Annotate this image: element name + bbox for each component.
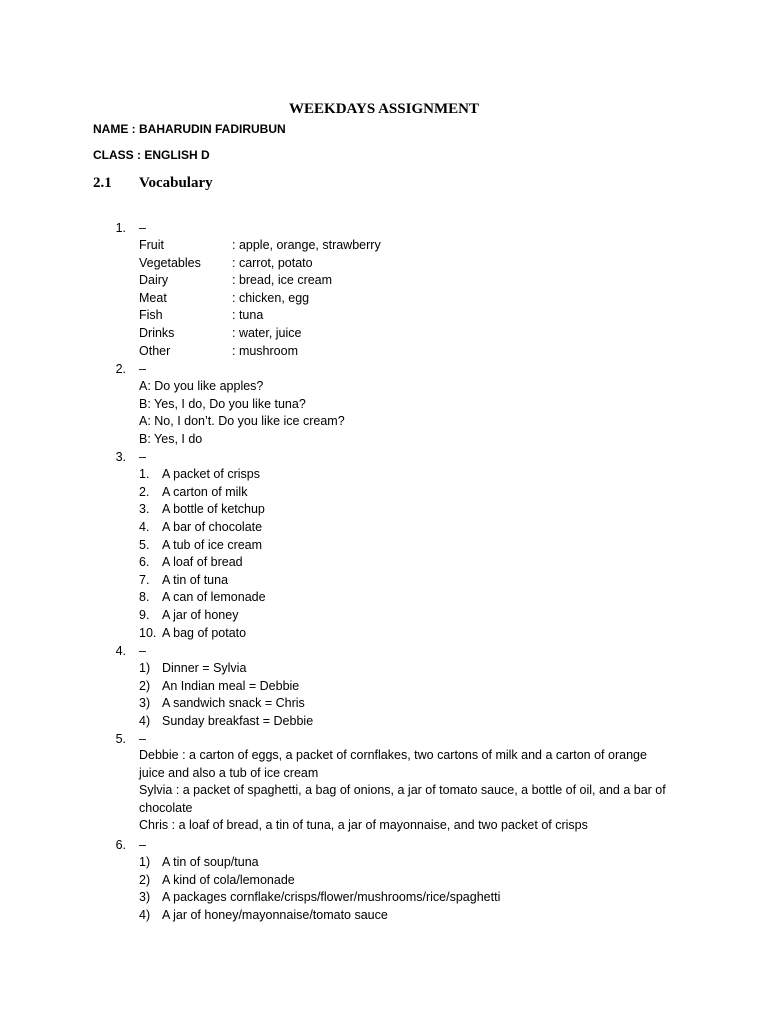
- question-number: 6.: [115, 838, 126, 852]
- list-number: 2): [139, 873, 151, 887]
- student-name: NAME : BAHARUDIN FADIRUBUN: [93, 122, 286, 136]
- list-number: 10.: [139, 626, 157, 640]
- list-item: A tub of ice cream: [162, 538, 263, 552]
- list-item: Sunday breakfast = Debbie: [162, 714, 314, 728]
- list-item: A sandwich snack = Chris: [162, 696, 305, 710]
- question-dash: –: [139, 450, 146, 464]
- list-item: A jar of honey/mayonnaise/tomato sauce: [162, 908, 388, 922]
- vocab-value: : carrot, potato: [232, 256, 313, 270]
- question-dash: –: [139, 362, 146, 376]
- vocab-value: : mushroom: [232, 344, 298, 358]
- question-number: 1.: [115, 221, 126, 235]
- list-item: Dinner = Sylvia: [162, 661, 247, 675]
- list-number: 6.: [139, 555, 150, 569]
- list-number: 1): [139, 661, 151, 675]
- list-number: 3): [139, 696, 151, 710]
- question-number: 4.: [115, 644, 126, 658]
- vocab-label: Fish: [139, 308, 163, 322]
- list-item: A packet of crisps: [162, 467, 260, 481]
- question-dash: –: [139, 838, 146, 852]
- vocab-label: Fruit: [139, 238, 164, 252]
- shopping-list-debbie: Debbie : a carton of eggs, a packet of cornflakes, two cartons of milk and a carton of orange juice and also a tub of ice cream: [139, 748, 647, 780]
- question-dash: –: [139, 221, 146, 235]
- vocab-label: Dairy: [139, 273, 169, 287]
- shopping-list-sylvia: Sylvia : a packet of spaghetti, a bag of onions, a jar of tomato sauce, a bottle of oil, and a bar of chocolate: [139, 783, 666, 815]
- list-number: 1): [139, 855, 151, 869]
- shopping-list-chris: Chris : a loaf of bread, a tin of tuna, a jar of mayonnaise, and two packet of crisps: [139, 818, 588, 832]
- vocab-label: Vegetables: [139, 256, 201, 270]
- list-number: 3): [139, 890, 151, 904]
- question-dash: –: [139, 644, 146, 658]
- vocab-value: : chicken, egg: [232, 291, 310, 305]
- list-number: 8.: [139, 590, 150, 604]
- section-number: 2.1: [93, 175, 112, 191]
- dialogue-line: B: Yes, I do, Do you like tuna?: [139, 397, 306, 411]
- list-item: A bag of potato: [162, 626, 247, 640]
- list-item: A tin of tuna: [162, 573, 229, 587]
- list-number: 9.: [139, 608, 150, 622]
- section-title: Vocabulary: [139, 175, 213, 191]
- list-item: A kind of cola/lemonade: [162, 873, 295, 887]
- vocab-value: : tuna: [232, 308, 264, 322]
- list-item: An Indian meal = Debbie: [162, 679, 300, 693]
- list-number: 4): [139, 908, 151, 922]
- list-item: A tin of soup/tuna: [162, 855, 259, 869]
- question-number: 5.: [115, 732, 126, 746]
- list-item: A can of lemonade: [162, 590, 266, 604]
- list-number: 1.: [139, 467, 150, 481]
- list-number: 2): [139, 679, 151, 693]
- vocab-value: : water, juice: [232, 326, 302, 340]
- question-number: 3.: [115, 450, 126, 464]
- list-item: A bottle of ketchup: [162, 502, 265, 516]
- list-number: 4): [139, 714, 151, 728]
- vocab-value: : apple, orange, strawberry: [232, 238, 381, 252]
- vocab-label: Meat: [139, 291, 167, 305]
- list-item: A loaf of bread: [162, 555, 243, 569]
- list-item: A packages cornflake/crisps/flower/mushrooms/rice/spaghetti: [162, 890, 501, 904]
- list-item: A carton of milk: [162, 485, 248, 499]
- list-number: 4.: [139, 520, 150, 534]
- document-title: WEEKDAYS ASSIGNMENT: [289, 101, 479, 117]
- question-dash: –: [139, 732, 146, 746]
- dialogue-line: A: Do you like apples?: [139, 379, 264, 393]
- list-number: 3.: [139, 502, 150, 516]
- list-number: 7.: [139, 573, 150, 587]
- vocab-label: Other: [139, 344, 171, 358]
- list-item: A jar of honey: [162, 608, 239, 622]
- list-number: 5.: [139, 538, 150, 552]
- question-number: 2.: [115, 362, 126, 376]
- dialogue-line: B: Yes, I do: [139, 432, 203, 446]
- list-item: A bar of chocolate: [162, 520, 263, 534]
- student-class: CLASS : ENGLISH D: [93, 148, 210, 162]
- list-number: 2.: [139, 485, 150, 499]
- vocab-label: Drinks: [139, 326, 175, 340]
- vocab-value: : bread, ice cream: [232, 273, 333, 287]
- dialogue-line: A: No, I don’t. Do you like ice cream?: [139, 414, 345, 428]
